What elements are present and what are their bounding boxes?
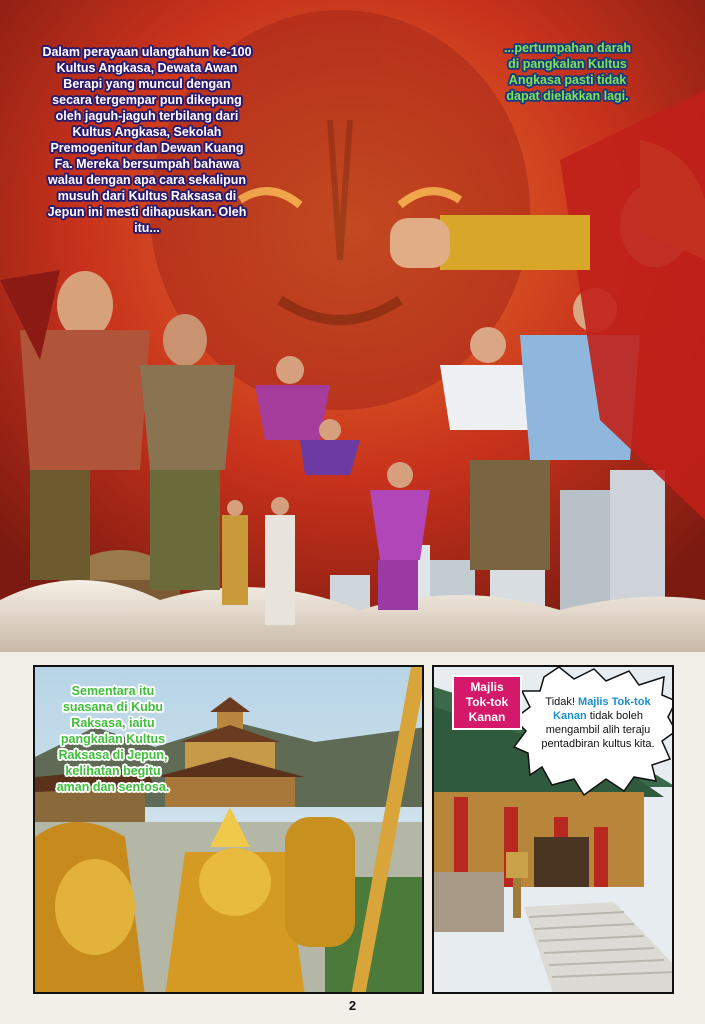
page-number: 2 xyxy=(348,998,357,1013)
location-caption: Majlis Tok-tok Kanan xyxy=(452,675,522,730)
speech-text-start: Tidak! xyxy=(545,696,579,708)
narration-caption-left: Dalam perayaan ulangtahun ke-100 Kultus Angkasa, Dewata Awan Berapi yang muncul dengan secara tergempar pun dikepung oleh jaguh-jaguh terbilang dari Kultus Angkasa, Sekolah Premogenitur dan Dewan Kuang Fa. Mereka bersumpah bahawa walau dengan apa cara sekalipun musuh dari Kultus Raksasa di Jepun ini mesti dihapuskan. Oleh itu... xyxy=(42,45,252,235)
speech-bubble-text xyxy=(538,695,658,751)
bottom-right-panel xyxy=(432,665,674,994)
speech-text-end: tidak boleh mengambil alih teraju pentadbiran kultus kita. xyxy=(541,710,655,750)
stone-lantern xyxy=(506,852,528,878)
speech-text-highlight: Majlis Tok-tok Kanan xyxy=(553,696,651,722)
bottom-left-panel xyxy=(33,665,424,994)
narration-caption-fortress: Sementara itu suasana di Kubu Raksasa, iaitu pangkalan Kultus Raksasa di Jepun, kelihatan begitu aman dan sentosa. xyxy=(56,684,170,794)
narration-caption-right: ...pertumpahan darah di pangkalan Kultus Angkasa pasti tidak dapat dielakkan lagi. xyxy=(503,41,632,103)
